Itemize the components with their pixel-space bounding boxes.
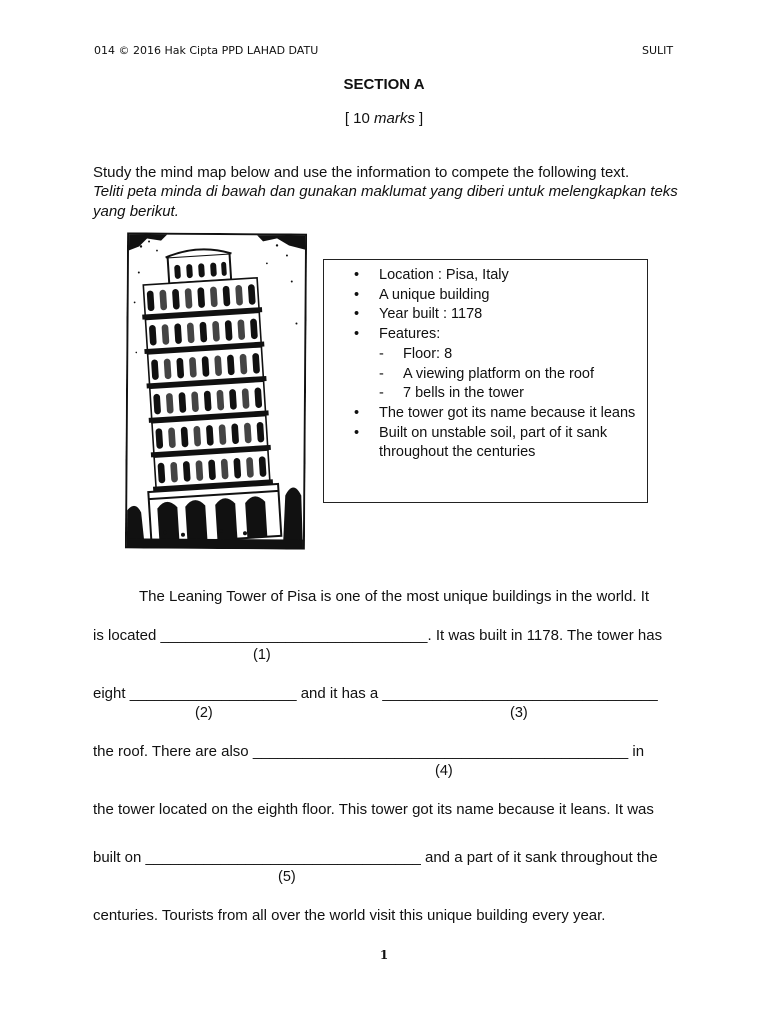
- instruction-english: Study the mind map below and use the information to compete the following text.: [93, 164, 630, 181]
- passage-line-5: the tower located on the eighth floor. This tower got its name because it leans. It was: [93, 801, 654, 818]
- bullet-icon: •: [354, 326, 360, 343]
- passage-line-3: eight ____________________ and it has a _________________________________: [93, 685, 658, 702]
- info-name-reason: The tower got its name because it leans: [379, 404, 636, 421]
- blank-label-3: (3): [510, 705, 528, 721]
- dash-icon: -: [379, 345, 384, 362]
- list-item: [324, 424, 647, 463]
- page-number: 1: [379, 948, 389, 962]
- leaning-tower-drawing: [125, 232, 307, 549]
- info-features: Features:: [379, 326, 441, 343]
- feature-platform: A viewing platform on the roof: [403, 365, 595, 382]
- info-box: [323, 259, 648, 503]
- marks-word: marks: [374, 110, 415, 127]
- bullet-icon: •: [354, 306, 360, 323]
- passage-line-4: the roof. There are also _____________________________________________ in: [93, 743, 645, 760]
- tower-stories: [140, 278, 273, 492]
- header-classification: SULIT: [642, 44, 674, 57]
- tower-illustration: [125, 232, 307, 549]
- blank-label-4: (4): [435, 763, 453, 779]
- section-title: SECTION A: [343, 76, 425, 93]
- blank-label-5: (5): [278, 869, 296, 885]
- dash-icon: -: [379, 365, 384, 382]
- list-item: [324, 404, 647, 424]
- header-left-text: 014 © 2016 Hak Cipta PPD LAHAD DATU: [94, 44, 319, 57]
- feature-floor: Floor: 8: [403, 345, 453, 362]
- blank-label-2: (2): [195, 705, 213, 721]
- info-unique: A unique building: [379, 286, 490, 303]
- marks-close: ]: [414, 110, 424, 127]
- instruction-malay: Teliti peta minda di bawah dan gunakan maklumat yang diberi untuk melengkapkan teks yang berikut.: [93, 183, 678, 220]
- info-soil: Built on unstable soil, part of it sank throughout the centuries: [379, 424, 608, 461]
- list-item: [324, 286, 647, 306]
- info-location: Location : Pisa, Italy: [379, 267, 509, 283]
- marks-label: [0, 110, 768, 127]
- list-item: [324, 365, 647, 385]
- info-list: [324, 260, 647, 463]
- blank-label-1: (1): [253, 647, 271, 663]
- passage-line-1: The Leaning Tower of Pisa is one of the most unique buildings in the world. It: [139, 588, 650, 605]
- list-item: [324, 325, 647, 345]
- list-item: [324, 345, 647, 365]
- passage-line-7: centuries. Tourists from all over the world visit this unique building every year.: [93, 907, 606, 924]
- bullet-icon: •: [354, 404, 360, 421]
- list-item: [324, 384, 647, 404]
- bullet-icon: •: [354, 267, 360, 283]
- bullet-icon: •: [354, 424, 360, 441]
- passage-line-2: is located ________________________________. It was built in 1178. The tower has: [93, 627, 663, 644]
- info-year: Year built : 1178: [379, 306, 483, 323]
- list-item: [324, 305, 647, 325]
- passage-line-6: built on _________________________________ and a part of it sank throughout the: [93, 849, 658, 866]
- dash-icon: -: [379, 385, 384, 402]
- bullet-icon: •: [354, 286, 360, 303]
- marks-open: [ 10: [344, 110, 374, 127]
- list-item: [324, 266, 647, 286]
- feature-bells: 7 bells in the tower: [403, 385, 524, 402]
